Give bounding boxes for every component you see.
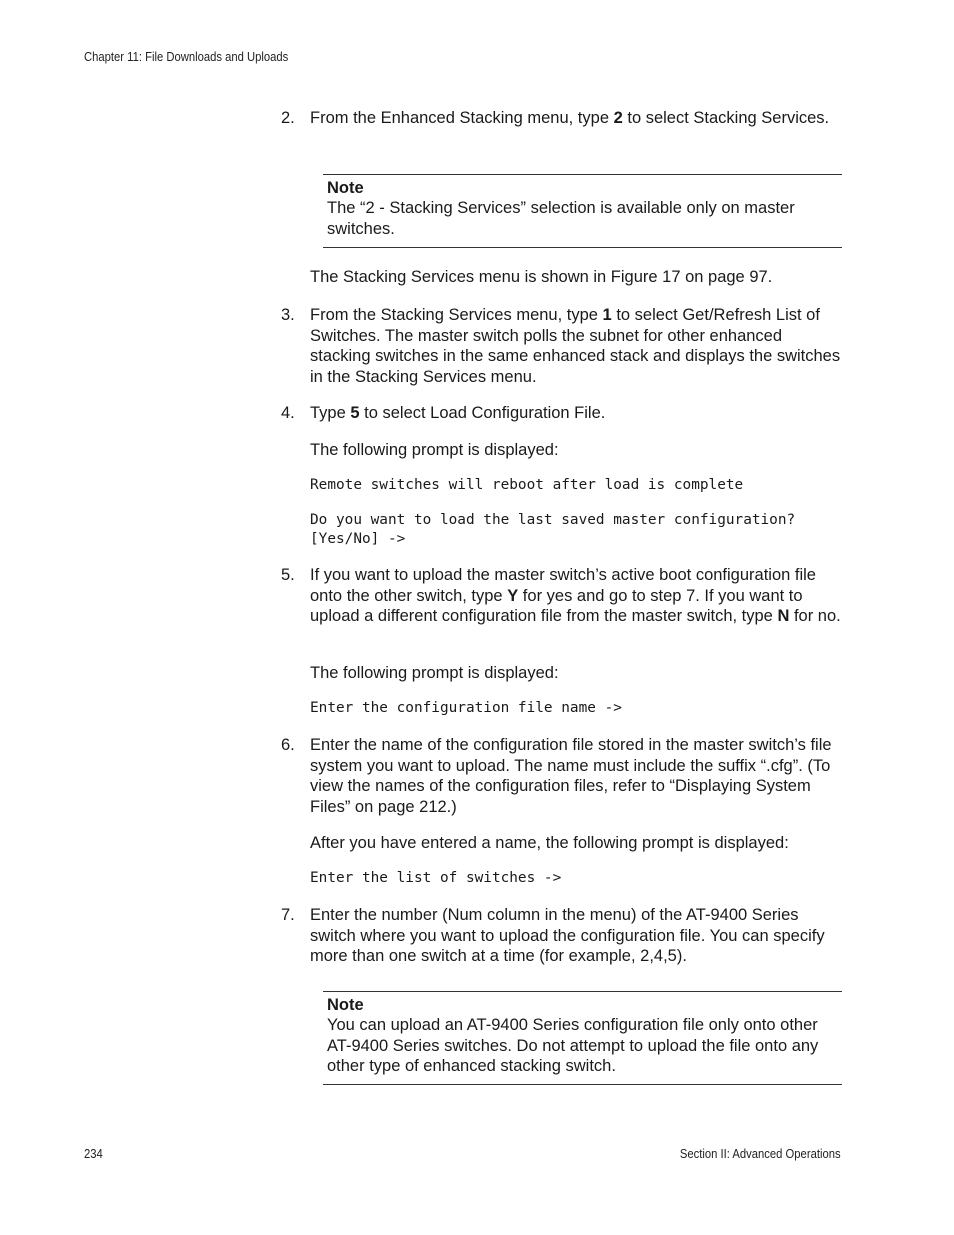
note-box [323,174,842,248]
section-footer: Section II: Advanced Operations [680,1147,841,1161]
step-number: 4. [281,404,295,422]
step-2-text: From the Enhanced Stacking menu, type 2 to select Stacking Services. [310,109,830,127]
code-prompt: Enter the configuration file name -> [310,700,622,716]
note-body: You can upload an AT-9400 Series configuration file only onto other AT-9400 Series switches. Do not attempt to upload the file onto any other type of enhanced stacking switch. [327,1016,819,1075]
step-number: 3. [281,306,295,324]
step-6-text: Enter the name of the configuration file stored in the master switch’s file system you want to upload. The name must include the suffix “.cfg”. (To view the names of the configuration files, refer to “Displaying System Files” on page 212.) [310,736,832,816]
paragraph: The following prompt is displayed: [310,664,559,682]
code-prompt: Enter the list of switches -> [310,870,562,886]
step-3-text: From the Stacking Services menu, type 1 to select Get/Refresh List of Switches. The master switch polls the subnet for other enhanced stacking switches in the same enhanced stack and displays the switches in the Stacking Services menu. [310,306,841,386]
running-header: Chapter 11: File Downloads and Uploads [84,50,289,64]
note-box [323,991,842,1085]
step-number: 2. [281,109,295,127]
step-number: 5. [281,566,295,584]
note-body: The “2 - Stacking Services” selection is available only on master switches. [327,199,795,238]
note-title: Note [327,996,364,1014]
paragraph: The Stacking Services menu is shown in Figure 17 on page 97. [310,268,773,286]
code-prompt: Remote switches will reboot after load is complete [310,477,744,493]
note-title: Note [327,179,364,197]
paragraph: The following prompt is displayed: [310,441,559,459]
step-7-text: Enter the number (Num column in the menu) of the AT-9400 Series switch where you want to upload the configuration file. You can specify more than one switch at a time (for example, 2,4,5). [310,906,825,965]
paragraph: After you have entered a name, the following prompt is displayed: [310,834,789,852]
page-number: 234 [84,1147,103,1161]
step-number: 6. [281,736,295,754]
step-5-text: If you want to upload the master switch’s active boot configuration file onto the other switch, type Y for yes and go to step 7. If you want to upload a different configuration file from the master switch, type N for no. [310,566,841,625]
step-number: 7. [281,906,295,924]
step-4-text: Type 5 to select Load Configuration File. [310,404,606,422]
code-prompt: Do you want to load the last saved master configuration? [Yes/No] -> [310,512,796,547]
